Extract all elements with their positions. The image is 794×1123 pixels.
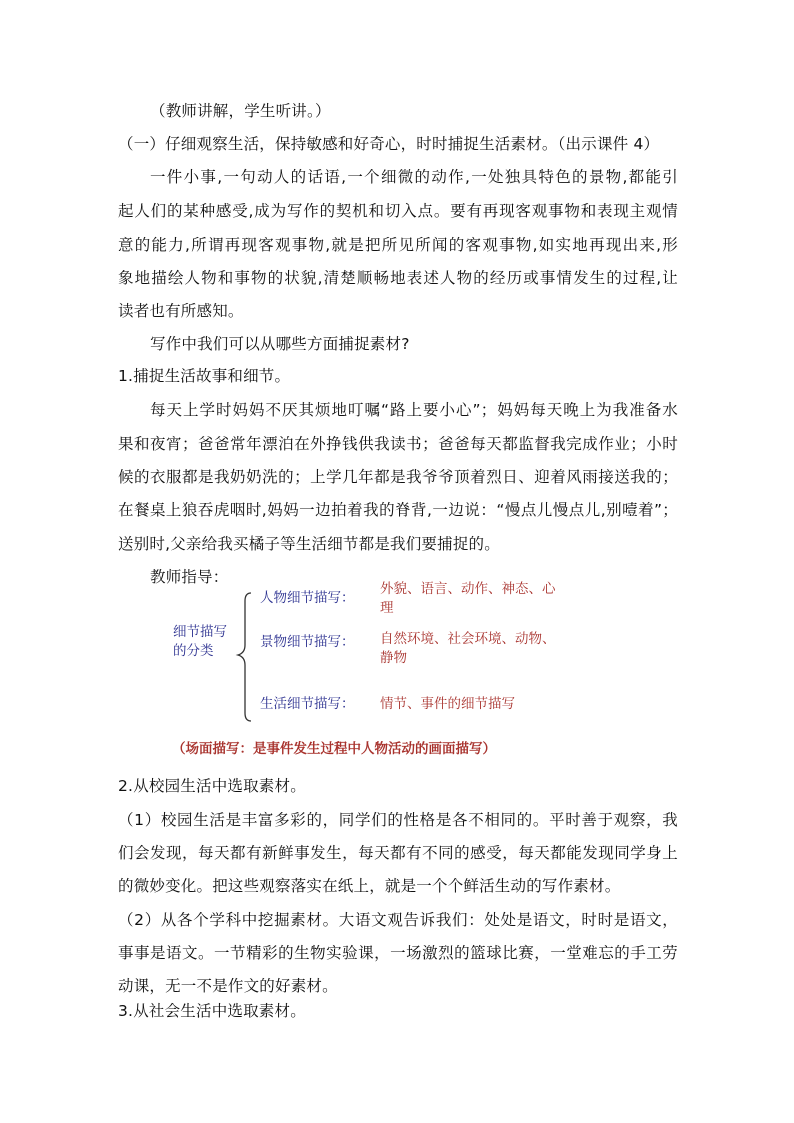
diagram-value-life: 情节、事件的细节描写 [380, 696, 515, 712]
paragraph-line: 每天上学时妈妈不厌其烦地叮嘱“路上要小心”；妈妈每天晚上为我准备水 [150, 401, 678, 419]
heading-1: 1.捕捉生活故事和细节。 [118, 367, 291, 385]
diagram-value-scenery-line1: 自然环境、社会环境、动物、 [380, 631, 556, 647]
teacher-guidance-label: 教师指导： [150, 568, 229, 586]
paragraph-line: 动课，无一不是作文的好素材。 [118, 977, 338, 995]
paragraph-line: 象地描绘人物和事物的状貌,清楚顺畅地表述人物的经历或事情发生的过程,让 [118, 269, 678, 287]
heading-2: 2.从校园生活中选取素材。 [118, 777, 306, 795]
paragraph-line: 一件小事,一句动人的话语,一个细微的动作,一处独具特色的景物,都能引 [150, 168, 678, 186]
paragraph-line: 读者也有所感知。 [118, 302, 244, 320]
paragraph-line: 在餐桌上狼吞虎咽时,妈妈一边拍着我的脊背,一边说：“慢点儿慢点儿,别噎着”； [118, 501, 678, 519]
paragraph-line: 送别时,父亲给我买橘子等生活细节都是我们要捕捉的。 [118, 535, 500, 553]
diagram-label-character: 人物细节描写： [260, 590, 355, 606]
paragraph-line: 意的能力,所谓再现客观事物,就是把所见所闻的客观事物,如实地再现出来,形 [118, 236, 678, 254]
paragraph-line: 们会发现，每天都有新鲜事发生，每天都有不同的感受，每天都能发现同学身上 [118, 844, 678, 862]
diagram-value-character-line1: 外貌、语言、动作、神态、心 [380, 581, 556, 597]
diagram-root-label-line1: 细节描写 [173, 624, 227, 640]
heading-3: 3.从社会生活中选取素材。 [118, 1002, 306, 1020]
diagram-root-label-line2: 的分类 [173, 643, 214, 659]
diagram-value-scenery-line2: 静物 [380, 650, 407, 666]
paragraph-line: （1）校园生活是丰富多彩的，同学们的性格是各不相同的。平时善于观察，我 [118, 811, 678, 829]
diagram-label-life: 生活细节描写： [260, 696, 355, 712]
scene-description-note: （场面描写：是事件发生过程中人物活动的画面描写） [172, 741, 496, 757]
section-heading-observe: （一）仔细观察生活，保持敏感和好奇心，时时捕捉生活素材。（出示课件 4） [118, 135, 660, 153]
paragraph-line: 候的衣服都是我奶奶洗的；上学几年都是我爷爷顶着烈日、迎着风雨接送我的； [118, 468, 678, 486]
paragraph-teacher-explains: （教师讲解，学生听讲。） [150, 102, 331, 120]
diagram-label-scenery: 景物细节描写： [260, 634, 355, 650]
paragraph-line: 果和夜宵；爸爸常年漂泊在外挣钱供我读书；爸爸每天都监督我完成作业；小时 [118, 435, 678, 453]
diagram-value-character-line2: 理 [380, 600, 394, 616]
paragraph-line: 的微妙变化。把这些观察落实在纸上，就是一个个鲜活生动的写作素材。 [118, 877, 621, 895]
paragraph-line: 事事是语文。一节精彩的生物实验课，一场激烈的篮球比赛，一堂难忘的手工劳 [118, 944, 678, 962]
paragraph-line: （2）从各个学科中挖掘素材。大语文观告诉我们：处处是语文，时时是语文， [118, 911, 678, 929]
paragraph-line: 起人们的某种感受,成为写作的契机和切入点。要有再现客观事物和表现主观情 [118, 202, 678, 220]
question-line: 写作中我们可以从哪些方面捕捉素材? [150, 335, 410, 353]
